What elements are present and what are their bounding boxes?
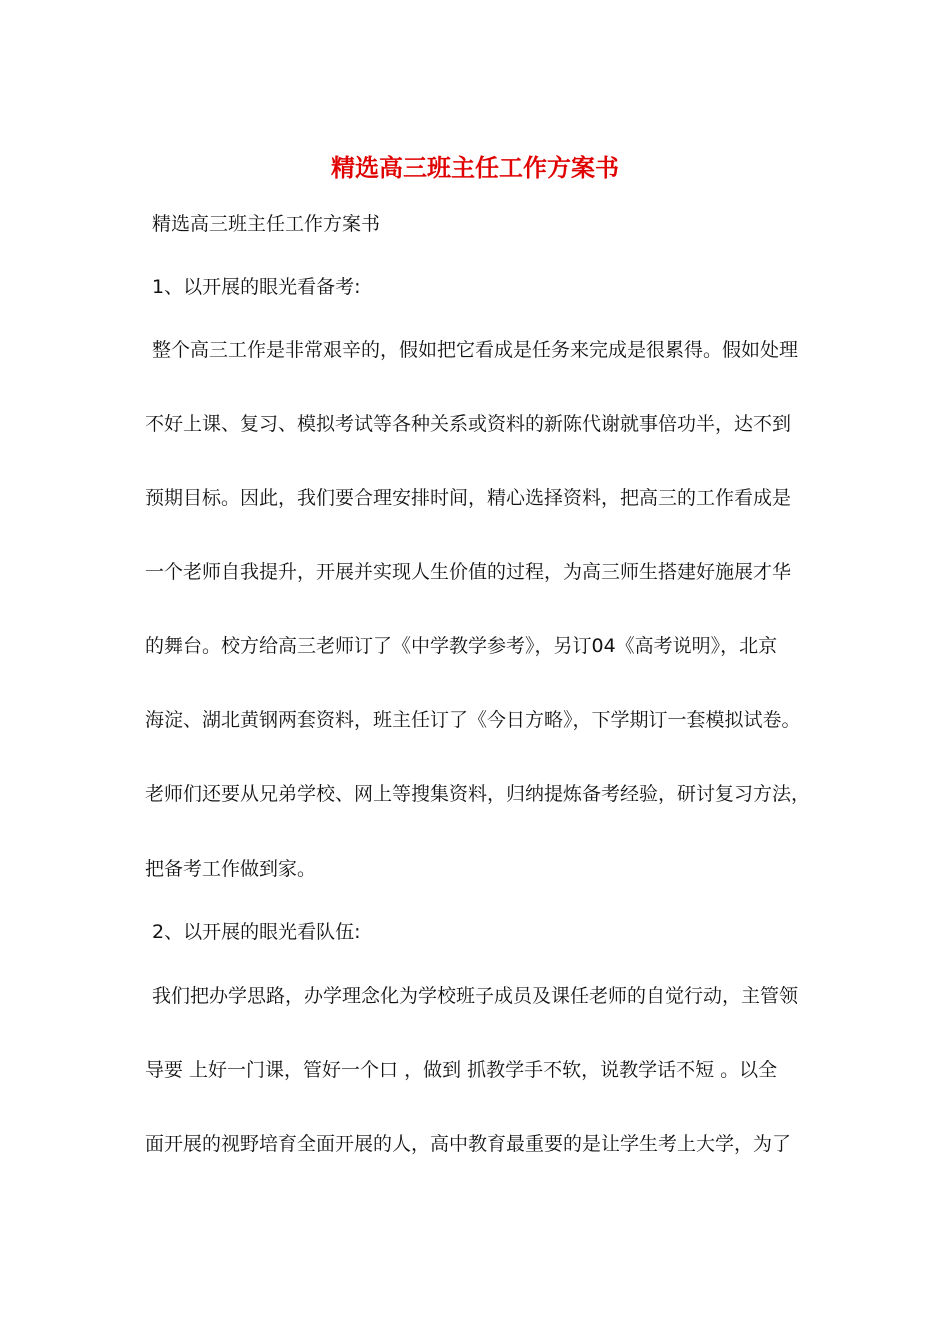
paragraph-line: 海淀、湖北黄钢两套资料，班主任订了《今日方略》，下学期订一套模拟试卷。: [145, 709, 801, 731]
paragraph-line: 把备考工作做到家。: [145, 858, 317, 880]
paragraph-line: 老师们还要从兄弟学校、网上等搜集资料，归纳提炼备考经验，研讨复习方法，: [145, 783, 811, 805]
paragraph-line: 预期目标。因此，我们要合理安排时间，精心选择资料，把高三的工作看成是: [145, 487, 792, 509]
paragraph-line: 导要 上好一门课，管好一个口 ，做到 抓教学手不软，说教学话不短 。以全: [145, 1059, 778, 1081]
paragraph-line: 面开展的视野培育全面开展的人，高中教育最重要的是让学生考上大学，为了: [145, 1133, 792, 1155]
paragraph-line: 的舞台。校方给高三老师订了《中学教学参考》，另订04《高考说明》，北京: [145, 635, 778, 657]
subtitle-line: 精选高三班主任工作方案书: [152, 213, 381, 235]
paragraph-line: 不好上课、复习、模拟考试等各种关系或资料的新陈代谢就事倍功半，达不到: [145, 413, 792, 435]
paragraph-line: 整个高三工作是非常艰辛的，假如把它看成是任务来完成是很累得。假如处理: [152, 339, 799, 361]
paragraph-line: 一个老师自我提升，开展并实现人生价值的过程，为高三师生搭建好施展才华: [145, 561, 792, 583]
document-title: 精选高三班主任工作方案书: [331, 153, 619, 182]
section-heading-1: 1、以开展的眼光看备考:: [152, 276, 361, 298]
paragraph-line: 我们把办学思路，办学理念化为学校班子成员及课任老师的自觉行动，主管领: [152, 985, 799, 1007]
section-heading-2: 2、以开展的眼光看队伍:: [152, 921, 361, 943]
